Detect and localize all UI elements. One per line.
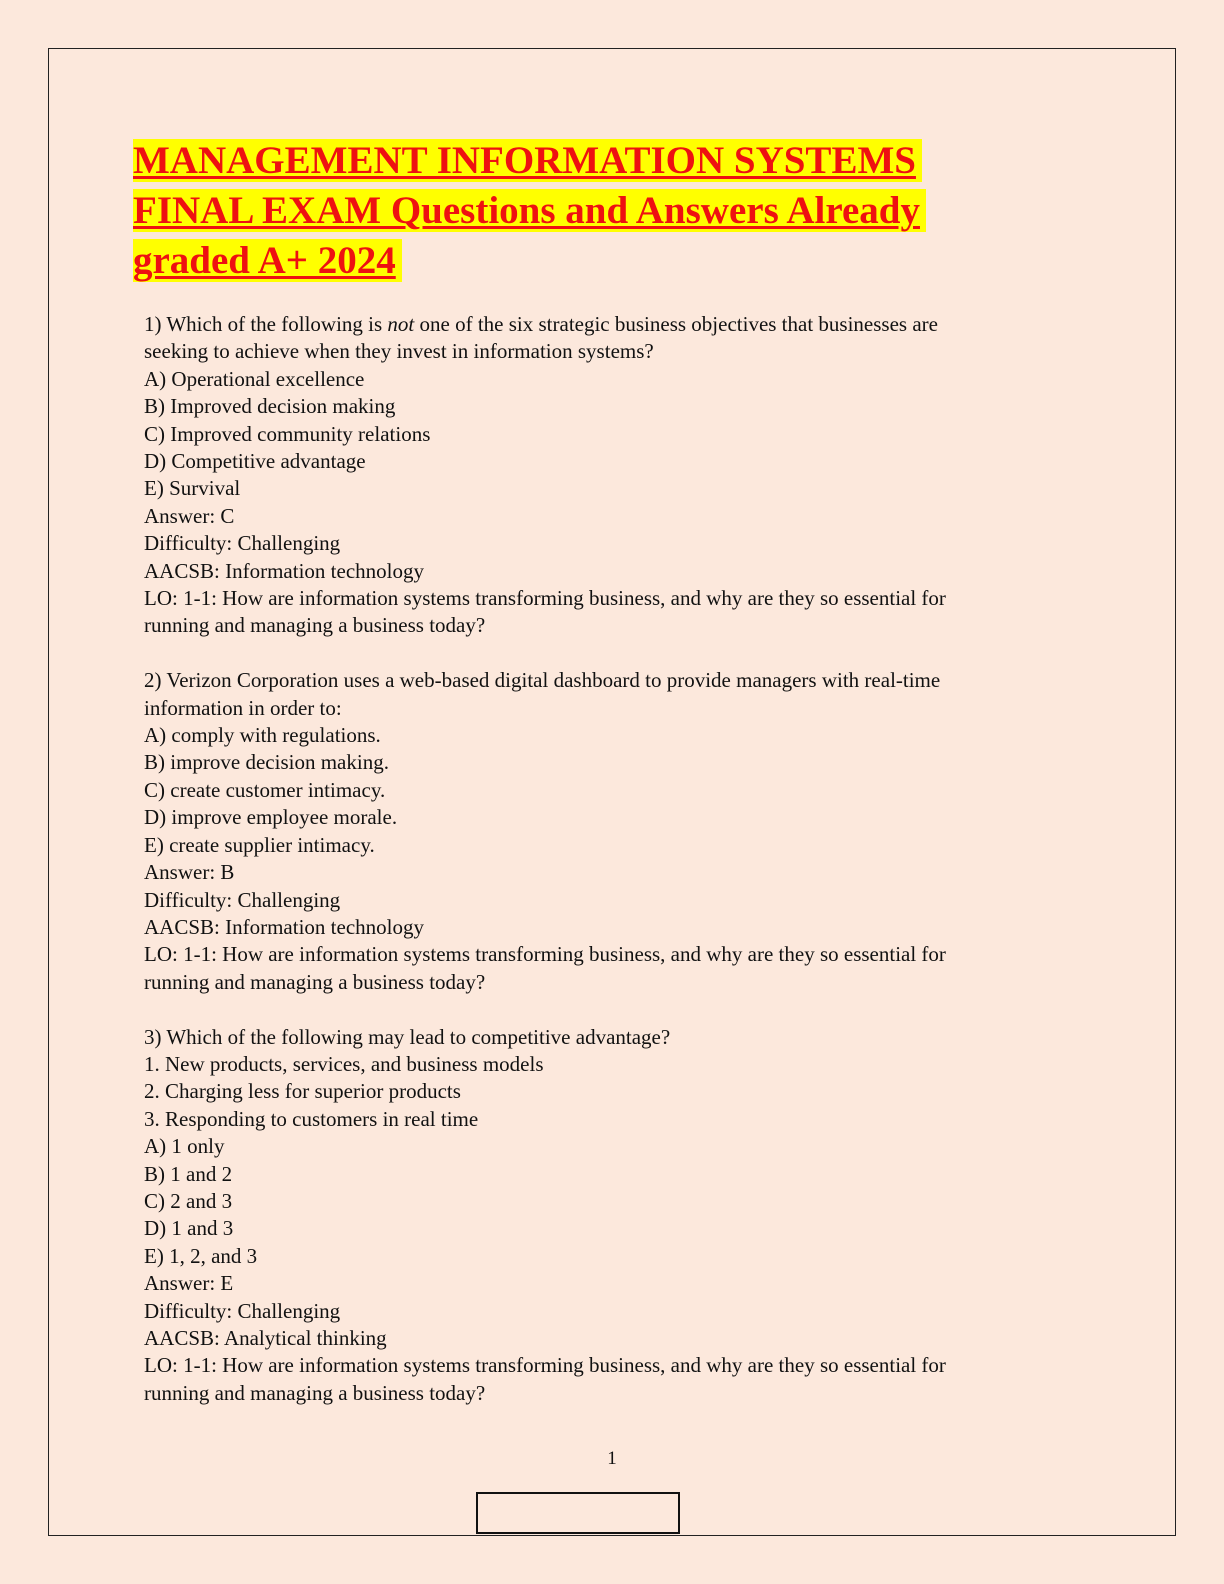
option-b: B) Improved decision making xyxy=(144,394,396,419)
learning-objective-continued: running and managing a business today? xyxy=(144,613,486,638)
question-1 xyxy=(144,311,1074,640)
difficulty: Difficulty: Challenging xyxy=(144,887,341,912)
option-e: E) Survival xyxy=(144,476,241,501)
option-a: A) Operational excellence xyxy=(144,366,365,391)
learning-objective: LO: 1-1: How are information systems transforming business, and why are they so essential for xyxy=(144,1353,946,1378)
option-c: C) Improved community relations xyxy=(144,421,431,446)
numbered-item-2: 2. Charging less for superior products xyxy=(144,1079,461,1104)
option-a: A) 1 only xyxy=(144,1134,225,1159)
document-body xyxy=(144,311,1074,1435)
page-number: 1 xyxy=(607,1448,617,1469)
title-line-2: FINAL EXAM Questions and Answers Already xyxy=(133,186,1073,236)
difficulty: Difficulty: Challenging xyxy=(144,531,341,556)
option-b: B) improve decision making. xyxy=(144,750,389,775)
answer: Answer: B xyxy=(144,860,235,885)
option-e: E) create supplier intimacy. xyxy=(144,832,375,857)
title-line-3: graded A+ 2024 xyxy=(133,236,1073,286)
question-stem-continued: seeking to achieve when they invest in information systems? xyxy=(144,339,654,364)
difficulty: Difficulty: Challenging xyxy=(144,1298,341,1323)
learning-objective: LO: 1-1: How are information systems transforming business, and why are they so essential for xyxy=(144,586,946,611)
question-3 xyxy=(144,1024,1074,1408)
option-c: C) create customer intimacy. xyxy=(144,777,386,802)
question-2 xyxy=(144,667,1074,996)
learning-objective-continued: running and managing a business today? xyxy=(144,969,486,994)
title-line-1: MANAGEMENT INFORMATION SYSTEMS xyxy=(133,136,1073,186)
learning-objective-continued: running and managing a business today? xyxy=(144,1380,486,1405)
aacsb: AACSB: Information technology xyxy=(144,914,424,939)
option-d: D) Competitive advantage xyxy=(144,449,366,474)
question-stem: 1) Which of the following is not one of the six strategic business objectives that businesses are xyxy=(144,312,938,336)
document-title xyxy=(133,136,1073,286)
numbered-item-1: 1. New products, services, and business models xyxy=(144,1051,544,1076)
numbered-item-3: 3. Responding to customers in real time xyxy=(144,1106,479,1131)
question-stem: 2) Verizon Corporation uses a web-based digital dashboard to provide managers with real-time xyxy=(144,668,941,693)
aacsb: AACSB: Analytical thinking xyxy=(144,1326,387,1350)
option-d: D) 1 and 3 xyxy=(144,1216,234,1241)
aacsb: AACSB: Information technology xyxy=(144,558,424,583)
option-c: C) 2 and 3 xyxy=(144,1188,233,1213)
option-d: D) improve employee morale. xyxy=(144,805,398,830)
answer: Answer: E xyxy=(144,1271,234,1296)
question-stem: 3) Which of the following may lead to competitive advantage? xyxy=(144,1024,671,1049)
option-a: A) comply with regulations. xyxy=(144,723,381,748)
footer-box xyxy=(476,1492,680,1534)
option-b: B) 1 and 2 xyxy=(144,1161,233,1186)
question-stem-continued: information in order to: xyxy=(144,695,342,720)
learning-objective: LO: 1-1: How are information systems transforming business, and why are they so essential for xyxy=(144,942,946,967)
answer: Answer: C xyxy=(144,503,235,528)
emphasis-text: not xyxy=(387,312,415,336)
option-e: E) 1, 2, and 3 xyxy=(144,1243,258,1268)
